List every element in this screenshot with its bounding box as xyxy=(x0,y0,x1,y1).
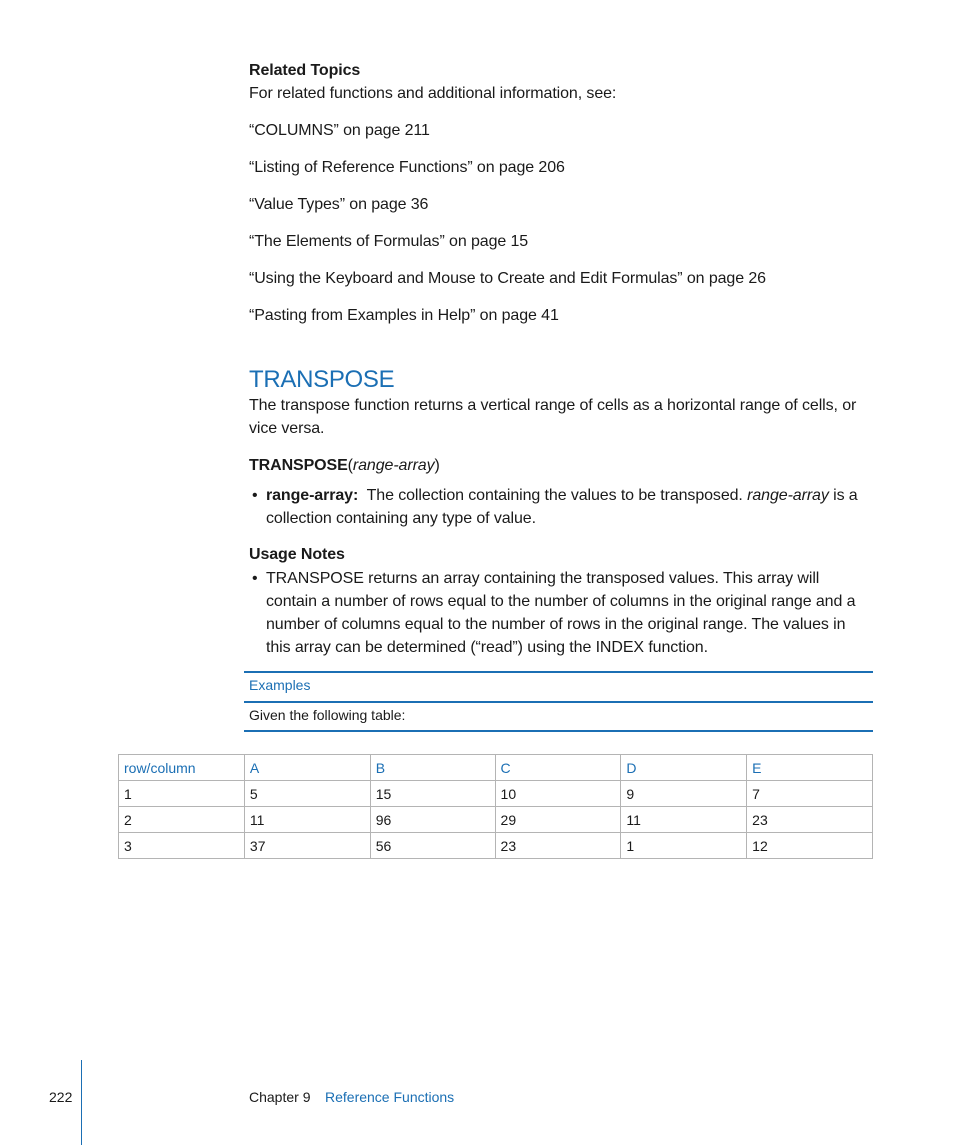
section-description: The transpose function returns a vertical range of cells as a horizontal range of cells, or vice versa. xyxy=(249,397,857,437)
table-header-cell: row/column xyxy=(119,755,245,781)
syntax-open-paren: ( xyxy=(347,457,353,474)
related-link[interactable]: “Value Types” on page 36 xyxy=(249,196,429,213)
bullet-marker: • xyxy=(252,570,258,587)
footer-divider xyxy=(81,1060,82,1145)
argument-name: range-array: xyxy=(266,487,359,504)
argument-item xyxy=(249,484,873,530)
table-header-cell: D xyxy=(621,755,747,781)
table-header-row xyxy=(119,755,873,781)
related-link[interactable]: “COLUMNS” on page 211 xyxy=(249,122,430,139)
argument-text xyxy=(266,484,873,530)
table-row-label: 2 xyxy=(119,807,245,833)
table-row xyxy=(119,833,873,859)
examples-heading: Examples xyxy=(249,677,311,693)
usage-note-text: TRANSPOSE returns an array containing the transposed values. This array will contain a number of rows equal to the number of columns in the original range and a number of columns equal to the number of rows in the original range. The values in this array can be determined (“read”) using the INDEX function. xyxy=(266,570,856,656)
table-row xyxy=(119,781,873,807)
table-cell: 96 xyxy=(370,807,495,833)
example-table xyxy=(118,754,873,859)
table-header-cell: C xyxy=(495,755,621,781)
chapter-label: Chapter 9 xyxy=(249,1089,311,1105)
usage-notes-heading: Usage Notes xyxy=(249,546,345,563)
argument-description: The collection containing the values to be transposed. xyxy=(366,487,743,504)
table-row-label: 1 xyxy=(119,781,245,807)
related-topics-heading: Related Topics xyxy=(249,62,361,79)
related-link[interactable]: “Using the Keyboard and Mouse to Create and Edit Formulas” on page 26 xyxy=(249,270,766,287)
related-link[interactable]: “Pasting from Examples in Help” on page 41 xyxy=(249,307,559,324)
table-header-cell: A xyxy=(244,755,370,781)
argument-description-tail: is a collection containing any type of value. xyxy=(266,487,858,527)
table-row-label: 3 xyxy=(119,833,245,859)
examples-top-rule xyxy=(244,671,873,673)
table-cell: 23 xyxy=(495,833,621,859)
bullet-marker: • xyxy=(252,487,258,504)
table-cell: 29 xyxy=(495,807,621,833)
table-cell: 12 xyxy=(747,833,873,859)
table-cell: 56 xyxy=(370,833,495,859)
table-cell: 11 xyxy=(244,807,370,833)
examples-bottom-rule xyxy=(244,730,873,732)
table-cell: 37 xyxy=(244,833,370,859)
table-row xyxy=(119,807,873,833)
page-number: 222 xyxy=(49,1089,73,1105)
table-header-cell: B xyxy=(370,755,495,781)
table-header-cell: E xyxy=(747,755,873,781)
table-cell: 23 xyxy=(747,807,873,833)
examples-mid-rule xyxy=(244,701,873,703)
syntax-argument: range-array xyxy=(352,457,435,474)
syntax-line xyxy=(249,454,440,477)
syntax-close-paren: ) xyxy=(434,457,440,474)
table-cell: 15 xyxy=(370,781,495,807)
related-topics-intro: For related functions and additional information, see: xyxy=(249,85,617,102)
usage-note-item xyxy=(249,567,873,659)
table-cell: 11 xyxy=(621,807,747,833)
argument-italic: range-array xyxy=(747,487,829,504)
examples-intro: Given the following table: xyxy=(249,707,406,723)
table-cell: 5 xyxy=(244,781,370,807)
related-link[interactable]: “The Elements of Formulas” on page 15 xyxy=(249,233,529,250)
syntax-function-name: TRANSPOSE xyxy=(249,457,348,474)
table-cell: 1 xyxy=(621,833,747,859)
table-cell: 10 xyxy=(495,781,621,807)
section-title: TRANSPOSE xyxy=(249,366,395,393)
related-link[interactable]: “Listing of Reference Functions” on page 206 xyxy=(249,159,565,176)
table-cell: 9 xyxy=(621,781,747,807)
chapter-title-link[interactable]: Reference Functions xyxy=(325,1089,455,1105)
table-cell: 7 xyxy=(747,781,873,807)
